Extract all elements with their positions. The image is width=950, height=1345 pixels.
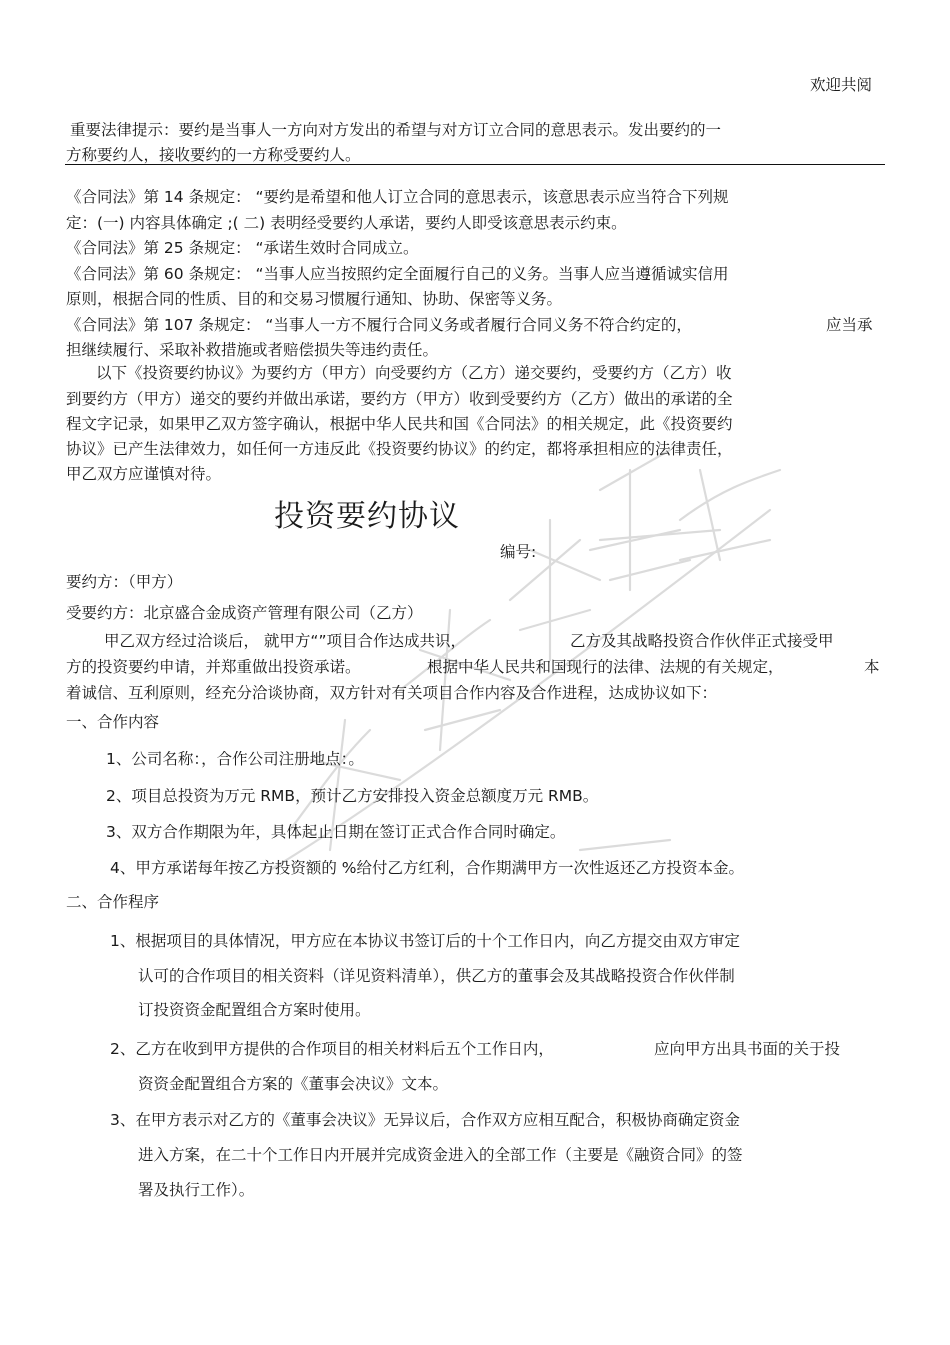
intro-line: 以下《投资要约协议》为要约方（甲方）向受要约方（乙方）递交要约，受要约方（乙方）收 — [96, 364, 732, 382]
document-title: 投资要约协议 — [274, 499, 460, 534]
list-item: 3、在甲方表示对乙方的《董事会决议》无异议后，合作双方应相互配合，积极协商确定资金 — [110, 1111, 740, 1129]
number-label: 编号: — [500, 543, 537, 561]
list-item: 署及执行工作）。 — [138, 1181, 255, 1199]
header-corner-text: 欢迎共阅 — [810, 76, 873, 94]
agreement-paragraph: 乙方及其战略投资合作伙伴正式接受甲 — [570, 632, 834, 650]
party-a: 要约方：（甲方） — [66, 573, 183, 591]
list-item: 2、项目总投资为万元 RMB，预计乙方安排投入资金总额度万元 RMB。 — [106, 787, 599, 805]
law-line: 担继续履行、采取补救措施或者赔偿损失等违约责任。 — [66, 341, 439, 359]
law-line: 《合同法》第 14 条规定： “要约是希望和他人订立合同的意思表示，该意思表示应当符合下列规 — [66, 188, 729, 206]
list-item: 1、根据项目的具体情况，甲方应在本协议书签订后的十个工作日内，向乙方提交由双方审定 — [110, 932, 740, 950]
agreement-paragraph: 甲乙双方经过洽谈后， 就甲方“”项目合作达成共识， — [104, 632, 466, 650]
section-heading: 二、合作程序 — [66, 893, 160, 911]
agreement-paragraph: 本 — [864, 658, 880, 676]
divider — [65, 164, 885, 165]
list-item: 1、公司名称：，合作公司注册地点：。 — [106, 750, 364, 768]
agreement-paragraph: 方的投资要约申请，并郑重做出投资承诺。 — [66, 658, 361, 676]
list-item: 2、乙方在收到甲方提供的合作项目的相关材料后五个工作日内， — [110, 1040, 554, 1058]
party-b: 受要约方：北京盛合金成资产管理有限公司（乙方） — [66, 604, 423, 622]
law-line: 应当承 — [826, 316, 873, 334]
list-item: 3、双方合作期限为年，具体起止日期在签订正式合作合同时确定。 — [106, 823, 566, 841]
intro-line: 程文字记录，如果甲乙双方签字确认，根据中华人民共和国《合同法》的相关规定，此《投资要约 — [66, 415, 733, 433]
list-item: 4、甲方承诺每年按乙方投资额的 %给付乙方红利，合作期满甲方一次性返还乙方投资本金。 — [110, 859, 745, 877]
intro-line: 到要约方（甲方）递交的要约并做出承诺，要约方（甲方）收到受要约方（乙方）做出的承诺的全 — [66, 390, 733, 408]
list-item: 订投资资金配置组合方案时使用。 — [138, 1001, 371, 1019]
law-line: 《合同法》第 107 条规定： “当事人一方不履行合同义务或者履行合同义务不符合约定的， — [66, 316, 692, 334]
list-item: 应向甲方出具书面的关于投 — [654, 1040, 841, 1058]
notice-line: 方称要约人，接收要约的一方称受要约人。 — [66, 146, 361, 164]
law-line: 定：(一) 内容具体确定 ;( 二) 表明经受要约人承诺，要约人即受该意思表示约束。 — [66, 214, 627, 232]
notice-line: 重要法律提示：要约是当事人一方向对方发出的希望与对方订立合同的意思表示。发出要约的一 — [70, 121, 722, 139]
law-line: 《合同法》第 25 条规定： “承诺生效时合同成立。 — [66, 239, 419, 257]
list-item: 资资金配置组合方案的《董事会决议》文本。 — [138, 1075, 449, 1093]
section-heading: 一、合作内容 — [66, 713, 160, 731]
agreement-paragraph: 根据中华人民共和国现行的法律、法规的有关规定， — [427, 658, 784, 676]
list-item: 认可的合作项目的相关资料（详见资料清单），供乙方的董事会及其战略投资合作伙伴制 — [138, 967, 735, 985]
list-item: 进入方案，在二十个工作日内开展并完成资金进入的全部工作（主要是《融资合同》的签 — [138, 1146, 743, 1164]
agreement-paragraph: 着诚信、互利原则，经充分洽谈协商，双方针对有关项目合作内容及合作进程，达成协议如下： — [66, 684, 718, 702]
intro-line: 协议》已产生法律效力，如任何一方违反此《投资要约协议》的约定，都将承担相应的法律责任， — [66, 440, 733, 458]
law-line: 原则，根据合同的性质、目的和交易习惯履行通知、协助、保密等义务。 — [66, 290, 563, 308]
law-line: 《合同法》第 60 条规定： “当事人应当按照约定全面履行自己的义务。当事人应当遵循诚实信用 — [66, 265, 729, 283]
intro-line: 甲乙双方应谨慎对待。 — [66, 465, 222, 483]
